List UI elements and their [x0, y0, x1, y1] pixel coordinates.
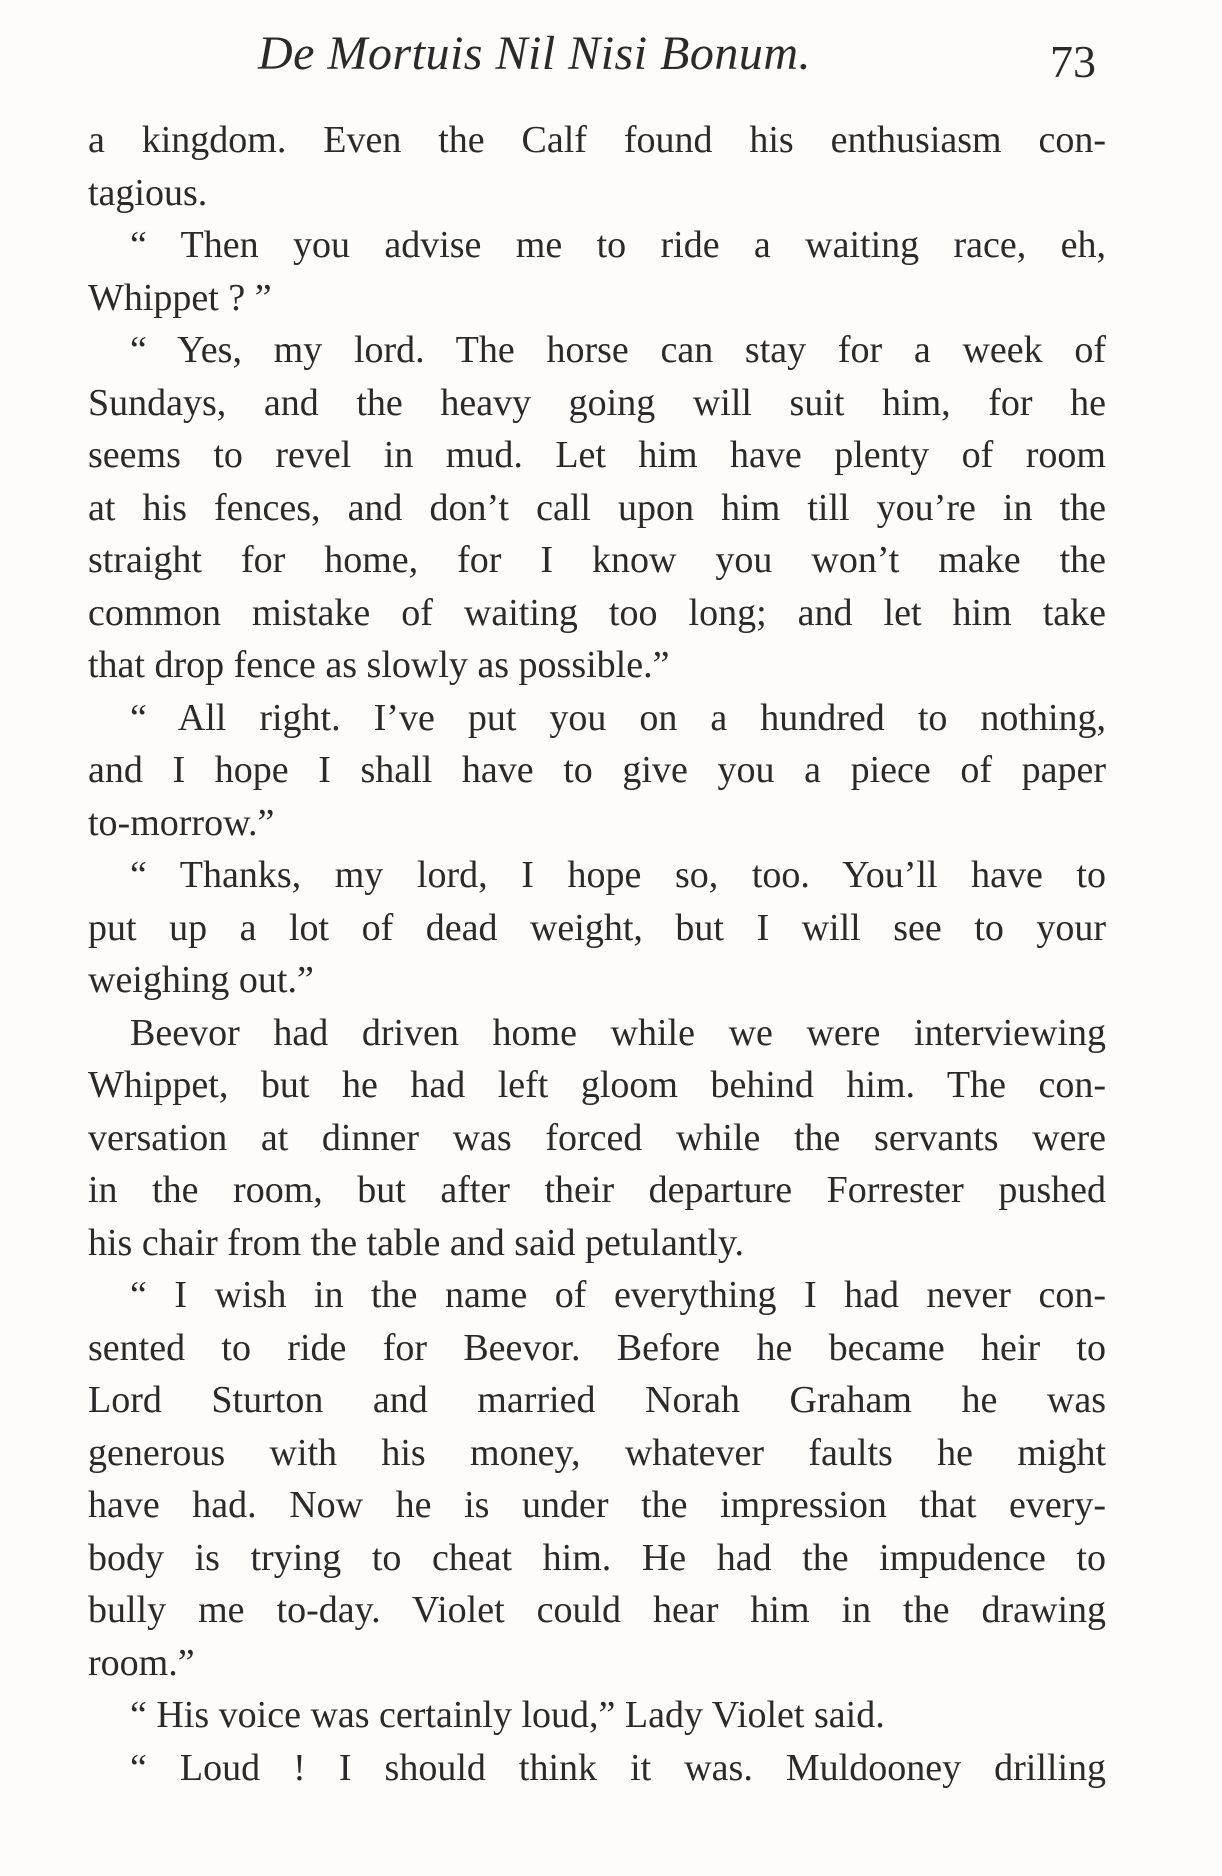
text-line: “ Thanks, my lord, I hope so, too. You’ll have to: [130, 854, 1106, 896]
text-line: put up a lot of dead weight, but I will see to your: [88, 906, 1106, 949]
text-line: Beevor had driven home while we were interviewing: [130, 1011, 1106, 1054]
running-head: [0, 24, 1222, 87]
text-line: “ I wish in the name of everything I had never con-: [130, 1274, 1106, 1316]
text-line: to-morrow.”: [88, 801, 275, 844]
page-number: 73: [1050, 36, 1096, 87]
text-line: a kingdom. Even the Calf found his enthusiasm con-: [88, 119, 1106, 161]
text-line: versation at dinner was forced while the servants were: [88, 1116, 1106, 1159]
text-line: and I hope I shall have to give you a piece of paper: [88, 749, 1106, 791]
text-line: at his fences, and don’t call upon him till you’re in the: [88, 486, 1106, 529]
text-line: body is trying to cheat him. He had the impudence to: [88, 1536, 1106, 1579]
text-line: Sundays, and the heavy going will suit him, for he: [88, 381, 1106, 424]
text-line: tagious.: [88, 171, 208, 214]
text-line: generous with his money, whatever faults he might: [88, 1431, 1106, 1474]
text-line: Lord Sturton and married Norah Graham he was: [88, 1379, 1106, 1421]
text-line: common mistake of waiting too long; and let him take: [88, 591, 1106, 634]
text-line: “ His voice was certainly loud,” Lady Violet said.: [130, 1694, 885, 1736]
text-line: sented to ride for Beevor. Before he became heir to: [88, 1326, 1106, 1369]
text-line: Whippet, but he had left gloom behind him. The con-: [88, 1064, 1106, 1106]
text-line: weighing out.”: [88, 959, 314, 1001]
text-line: “ All right. I’ve put you on a hundred to nothing,: [130, 696, 1106, 739]
text-line: straight for home, for I know you won’t make the: [88, 539, 1106, 581]
text-line: “ Then you advise me to ride a waiting race, eh,: [130, 224, 1106, 266]
body-text: [88, 114, 1106, 1794]
text-line: room.”: [88, 1641, 195, 1684]
text-line: in the room, but after their departure Forrester pushed: [88, 1169, 1106, 1211]
text-line: that drop fence as slowly as possible.”: [88, 644, 670, 686]
text-line: “ Yes, my lord. The horse can stay for a week of: [130, 329, 1106, 371]
text-line: bully me to-day. Violet could hear him in the drawing: [88, 1589, 1106, 1631]
text-line: Whippet ? ”: [88, 276, 272, 319]
text-line: “ Loud ! I should think it was. Muldooney drilling: [130, 1746, 1106, 1789]
running-title: De Mortuis Nil Nisi Bonum.: [258, 27, 812, 80]
text-line: seems to revel in mud. Let him have plenty of room: [88, 434, 1106, 476]
text-line: have had. Now he is under the impression that every-: [88, 1484, 1106, 1526]
text-line: his chair from the table and said petulantly.: [88, 1221, 745, 1264]
